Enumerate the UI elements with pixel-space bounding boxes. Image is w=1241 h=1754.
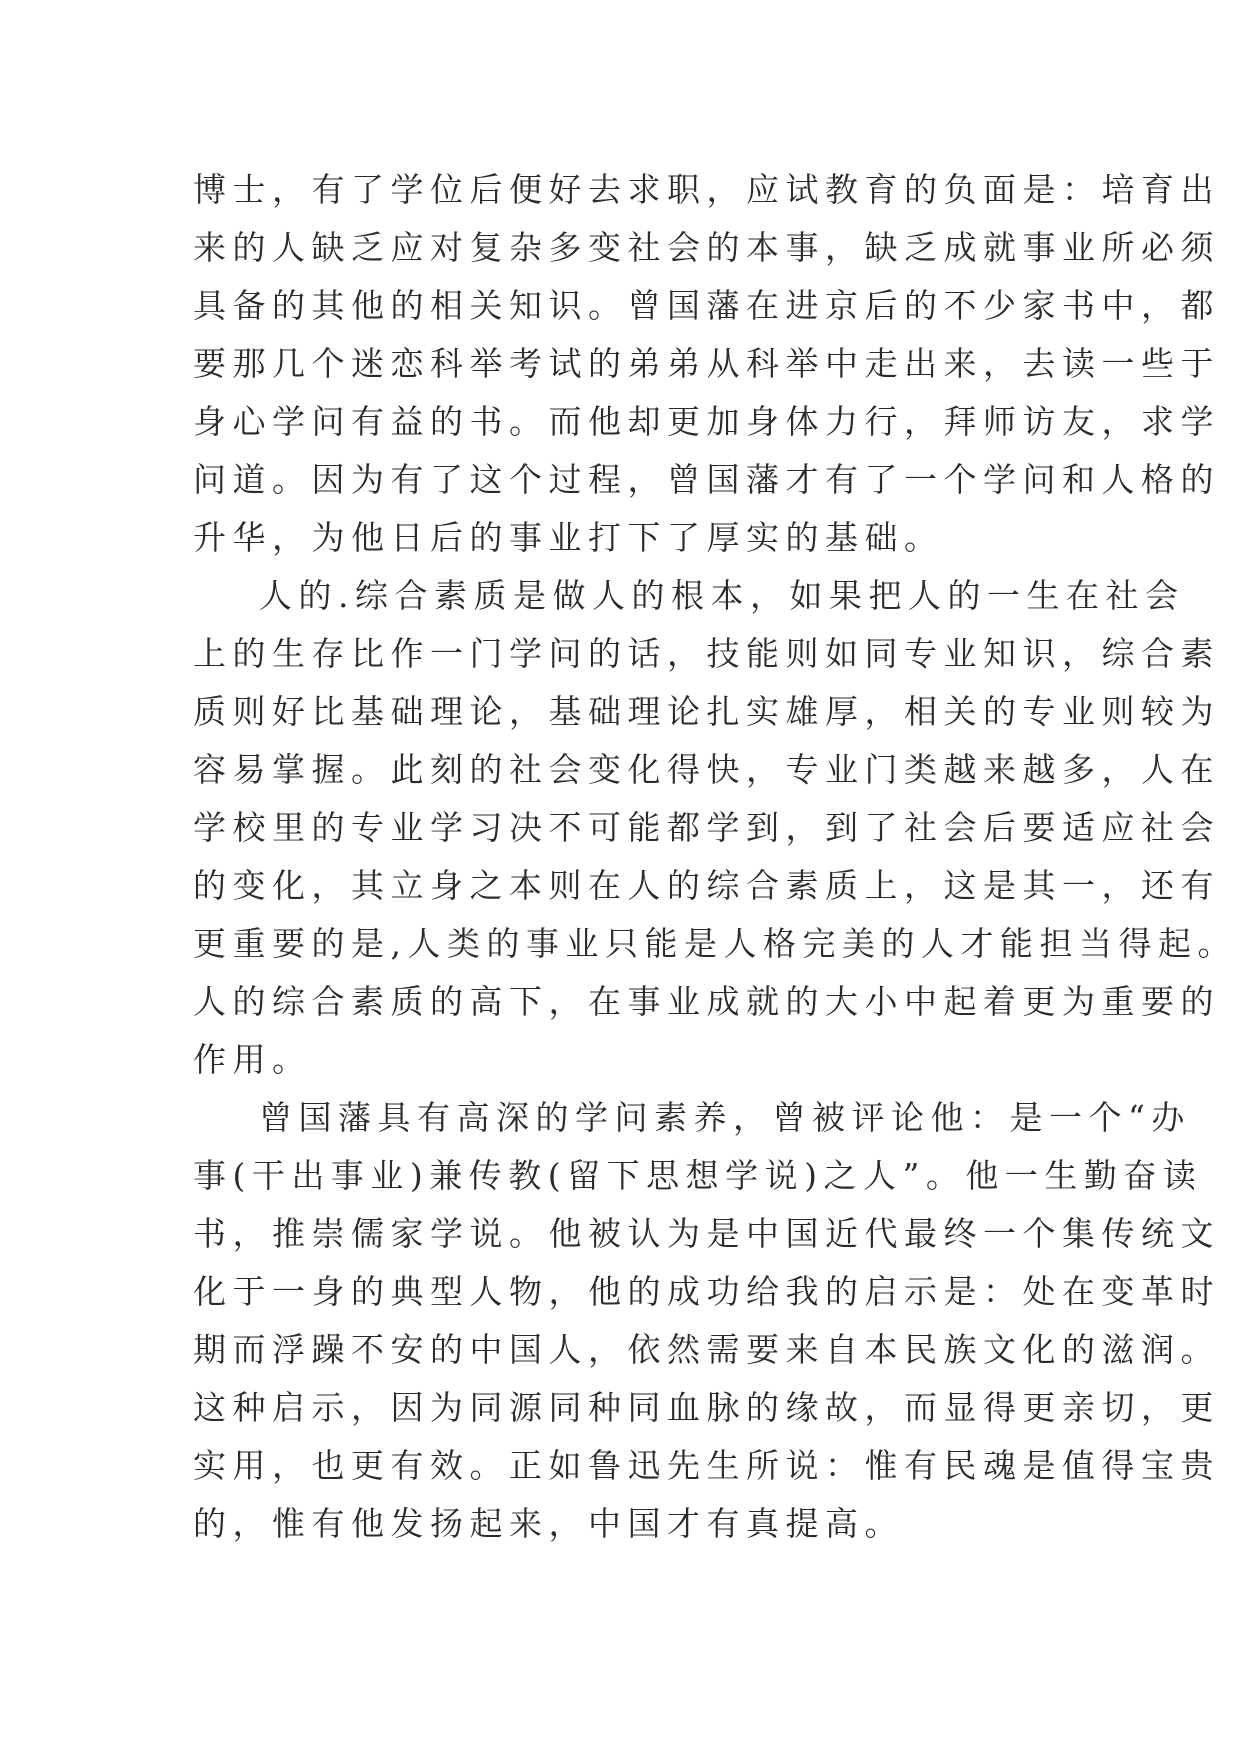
text-line: 质则好比基础理论，基础理论扎实雄厚，相关的专业则较为 [193,692,1220,731]
text-line: 升华，为他日后的事业打下了厚实的基础。 [193,518,944,557]
text-line: 上的生存比作一门学问的话，技能则如同专业知识，综合素 [193,634,1220,673]
text-line: 人的综合素质的高下，在事业成就的大小中起着更为重要的 [193,982,1220,1021]
text-line: 来的人缺乏应对复杂多变社会的本事，缺乏成就事业所必须 [193,228,1220,267]
text-line: 书，推崇儒家学说。他被认为是中国近代最终一个集传统文 [193,1214,1220,1253]
text-line: 问道。因为有了这个过程，曾国藩才有了一个学问和人格的 [193,460,1220,499]
text-line: 容易掌握。此刻的社会变化得快，专业门类越来越多，人在 [193,750,1220,789]
text-line: 要那几个迷恋科举考试的弟弟从科举中走出来，去读一些于 [193,344,1220,383]
text-line: 人的.综合素质是做人的根本，如果把人的一生在社会 [259,576,1185,615]
text-line: 期而浮躁不安的中国人，依然需要来自本民族文化的滋润。 [193,1330,1220,1369]
text-line: 博士，有了学位后便好去求职，应试教育的负面是：培育出 [193,170,1220,209]
paragraph [193,567,1237,1089]
text-line: 学校里的专业学习决不可能都学到，到了社会后要适应社会 [193,808,1220,847]
text-line: 身心学问有益的书。而他却更加身体力行，拜师访友，求学 [193,402,1220,441]
text-line: 的变化，其立身之本则在人的综合素质上，这是其一，还有 [193,866,1220,905]
text-line: 实用，也更有效。正如鲁迅先生所说：惟有民魂是值得宝贵 [193,1446,1220,1485]
text-line: 作用。 [193,1040,312,1079]
text-line: 事(干出事业)兼传教(留下思想学说)之人”。他一生勤奋读 [193,1156,1203,1195]
paragraph [193,1089,1220,1553]
text-line: 具备的其他的相关知识。曾国藩在进京后的不少家书中，都 [193,286,1220,325]
text-line: 的，惟有他发扬起来，中国才有真提高。 [193,1504,904,1543]
text-line: 更重要的是,人类的事业只能是人格完美的人才能担当得起。 [193,924,1237,963]
text-line: 这种启示，因为同源同种同血脉的缘故，而显得更亲切，更 [193,1388,1220,1427]
text-line: 化于一身的典型人物，他的成功给我的启示是：处在变革时 [193,1272,1220,1311]
text-line: 曾国藩具有高深的学问素养，曾被评论他：是一个“办 [259,1098,1191,1137]
paragraph [193,161,1220,567]
document-body [193,161,1237,1553]
